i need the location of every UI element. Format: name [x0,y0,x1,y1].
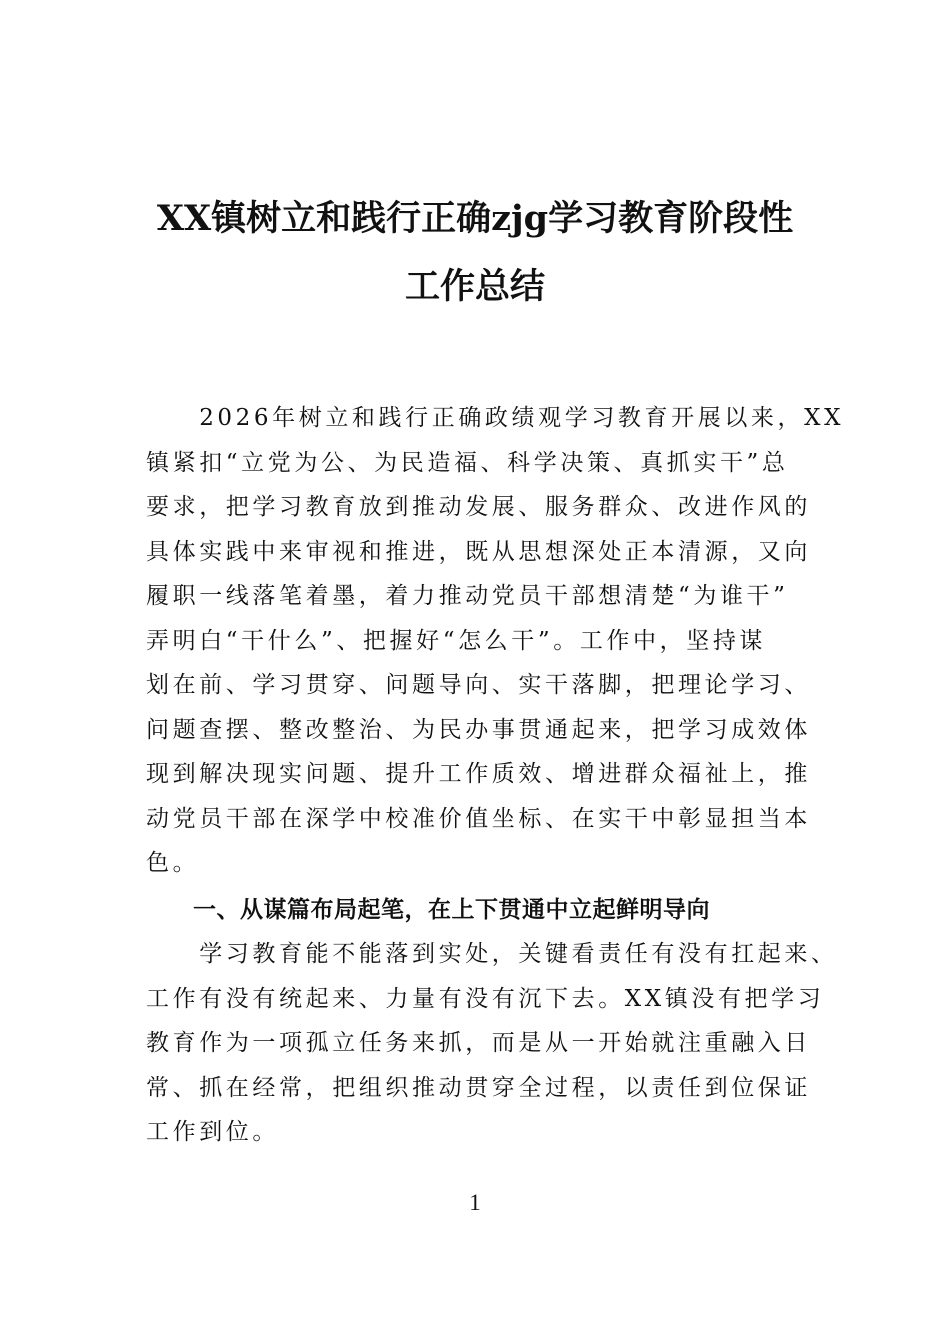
section-1-paragraph [146,932,838,1155]
text-line: 常、抓在经常，把组织推动贯穿全过程，以责任到位保证 [146,1074,811,1101]
text-line: 要求，把学习教育放到推动发展、服务群众、改进作风的 [146,494,811,520]
text-line: 镇紧扣“立党为公、为民造福、科学决策、真抓实干”总 [146,449,789,476]
text-line: 学习教育能不能落到实处，关键看责任有没有扛起来、 [146,941,838,967]
text-line: 2026年树立和践行正确政绩观学习教育开展以来，XX [146,405,845,431]
text-line: 工作有没有统起来、力量有没有沉下去。XX镇没有把学习 [146,985,825,1012]
text-line: 具体实践中来审视和推进，既从思想深处正本清源，又向 [146,538,811,565]
page-number: 1 [469,1190,481,1215]
text-line: 色。 [146,850,200,876]
text-line: 动党员干部在深学中校准价值坐标、在实干中彰显担当本 [146,805,811,832]
section-heading-1: 一、从谋篇布局起笔，在上下贯通中立起鲜明导向 [146,897,710,923]
text-line: 工作到位。 [146,1119,279,1145]
text-line: 划在前、学习贯穿、问题导向、实干落脚，把理论学习、 [146,672,811,698]
text-line: 现到解决现实问题、提升工作质效、增进群众福祉上，推 [146,761,811,787]
text-line: 履职一线落笔着墨，着力推动党员干部想清楚“为谁干” [146,583,789,609]
intro-paragraph [146,396,845,886]
document-title-line-2: 工作总结 [404,266,545,307]
text-line: 教育作为一项孤立任务来抓，而是从一开始就注重融入日 [146,1030,811,1056]
text-line: 问题查摆、整改整治、为民办事贯通起来，把学习成效体 [146,716,811,743]
document-title-line-1: XX镇树立和践行正确zjg学习教育阶段性 [156,198,794,239]
text-line: 弄明白“干什么”、把握好“怎么干”。工作中，坚持谋 [146,627,767,654]
